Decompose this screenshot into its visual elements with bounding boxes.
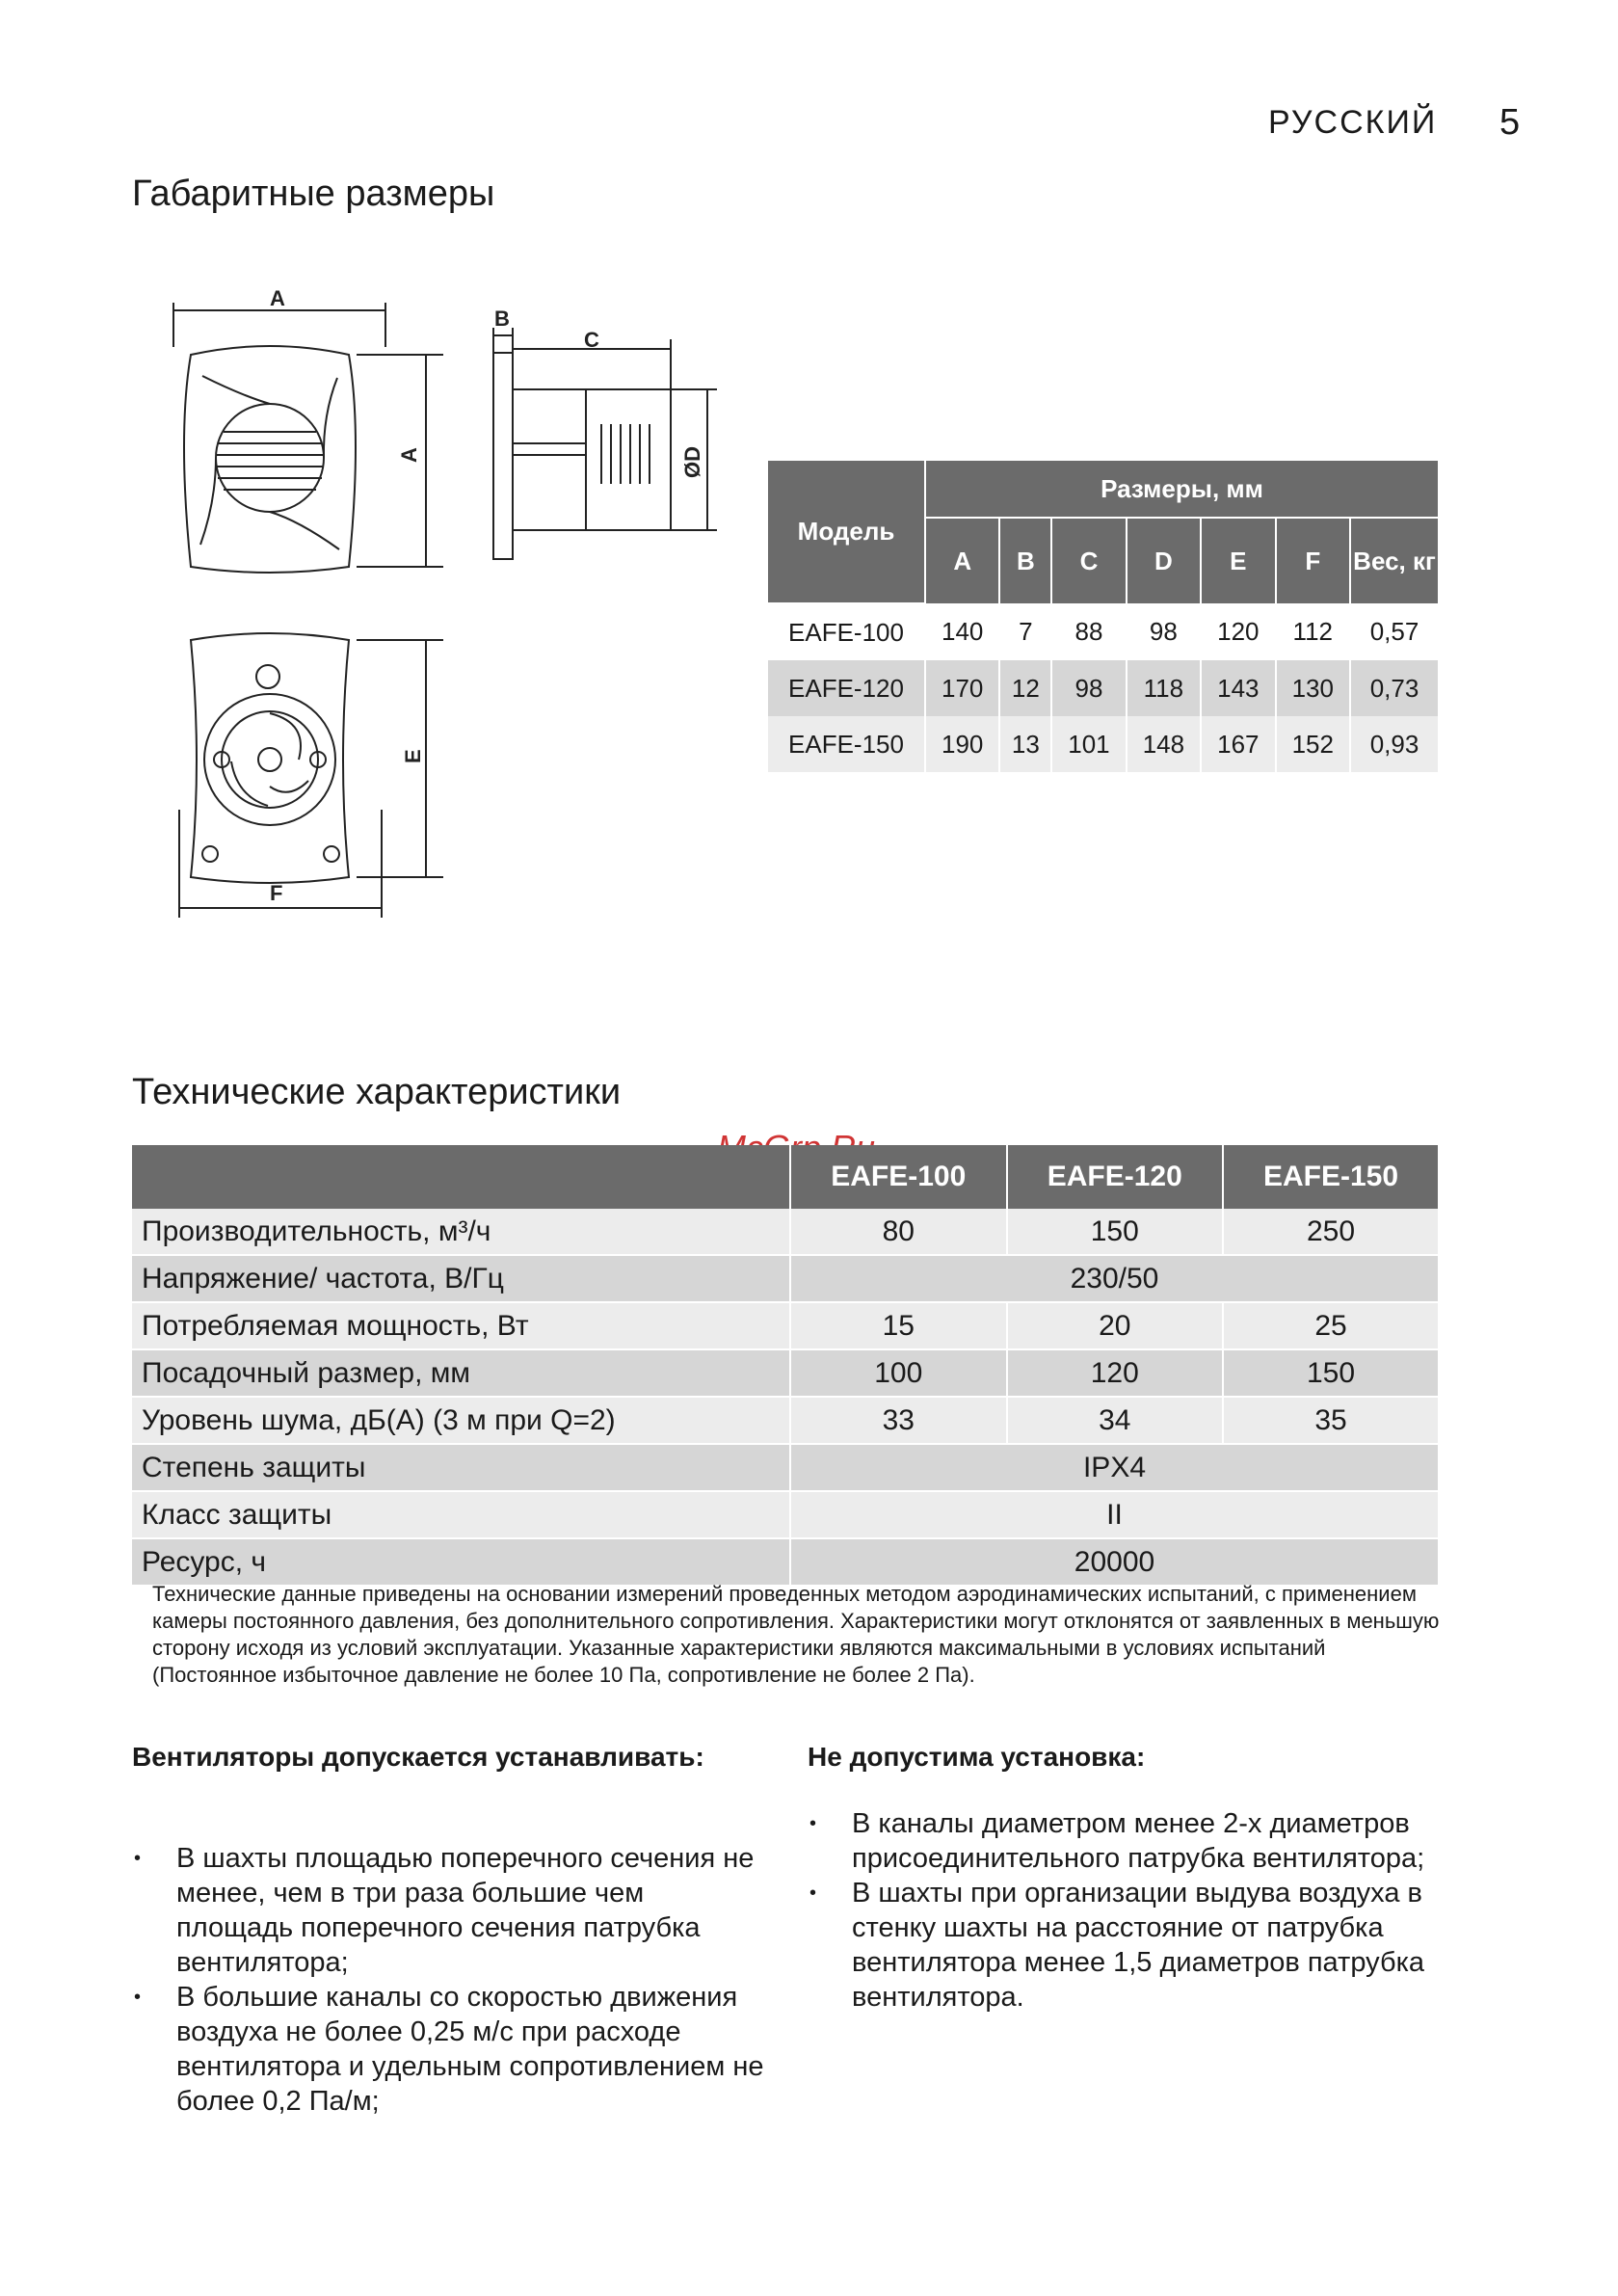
- col-c: C: [1051, 518, 1126, 603]
- spec-value: 15: [790, 1302, 1007, 1349]
- model-cell: EAFE-100: [768, 603, 925, 660]
- table-row: [768, 716, 1438, 772]
- value-cell: 140: [925, 603, 999, 660]
- value-cell: 170: [925, 660, 999, 716]
- label-f: F: [270, 881, 283, 905]
- list-item: • В большие каналы со скоростью движения воздуха не более 0,25 м/с при расходе вентилятора и удельным сопротивлением не более 0,2 Па/м;: [132, 1980, 768, 2119]
- table-row: [132, 1349, 1438, 1397]
- value-cell: 148: [1127, 716, 1201, 772]
- spec-value: 100: [790, 1349, 1007, 1397]
- value-cell: 120: [1201, 603, 1275, 660]
- value-cell: 98: [1127, 603, 1201, 660]
- model-cell: EAFE-150: [768, 716, 925, 772]
- dimensions-title: Габаритные размеры: [132, 174, 495, 214]
- label-a-top: A: [270, 289, 285, 310]
- value-cell: 98: [1051, 660, 1126, 716]
- col-f: F: [1276, 518, 1350, 603]
- value-cell: 0,73: [1350, 660, 1438, 716]
- spec-label: Напряжение/ частота, В/Гц: [132, 1255, 790, 1302]
- spec-value: 34: [1007, 1397, 1224, 1444]
- grille-circle: [216, 404, 324, 512]
- list-item: • В шахты площадью поперечного сечения не менее, чем в три раза большие чем площадь поперечного сечения патрубка вентилятора;: [132, 1841, 768, 1980]
- spec-value-merged: 20000: [790, 1538, 1438, 1586]
- test-conditions-note: Технические данные приведены на основании измерений проведенных методом аэродинамических испытаний, с применением камеры постоянного давления, без дополнительного сопротивления. Характеристики могут отклонятся от заявленных в меньшую сторону исходя из условий эксплуатации. Указанные характеристики являются максимальными в условиях испытаний (Постоянное избыточное давление не более 10 Па, сопротивление не более 2 Па).: [152, 1582, 1440, 1687]
- table-row: [768, 660, 1438, 716]
- spec-value: 250: [1223, 1209, 1438, 1255]
- spec-value-merged: 230/50: [790, 1255, 1438, 1302]
- spec-label: Класс защиты: [132, 1491, 790, 1538]
- list-item: • В каналы диаметром менее 2-х диаметров присоединительного патрубка вентилятора;: [808, 1806, 1444, 1876]
- spec-value: 33: [790, 1397, 1007, 1444]
- spec-value: 25: [1223, 1302, 1438, 1349]
- front-flange: [493, 353, 513, 559]
- value-cell: 143: [1201, 660, 1275, 716]
- col-weight: Вес, кг: [1350, 518, 1438, 603]
- model-header: Модель: [768, 461, 925, 603]
- value-cell: 130: [1276, 660, 1350, 716]
- value-cell: 152: [1276, 716, 1350, 772]
- side-view-drawing: [470, 289, 730, 578]
- value-cell: 112: [1276, 603, 1350, 660]
- spec-label: Посадочный размер, мм: [132, 1349, 790, 1397]
- table-row: [132, 1538, 1438, 1586]
- table-row: [132, 1397, 1438, 1444]
- table-row: [132, 1302, 1438, 1349]
- value-cell: 118: [1127, 660, 1201, 716]
- rear-view-drawing: [154, 617, 463, 925]
- list-item: • В шахты при организации выдува воздуха в стенку шахты на расстояние от патрубка вентилятора менее 1,5 диаметров патрубка вентилятора.: [808, 1876, 1444, 2015]
- value-cell: 0,93: [1350, 716, 1438, 772]
- value-cell: 7: [999, 603, 1051, 660]
- fan-body: [513, 389, 671, 530]
- page-number: 5: [1499, 102, 1521, 143]
- col-e: E: [1201, 518, 1275, 603]
- allowed-list: [132, 1841, 768, 2119]
- dimensions-table: [768, 461, 1438, 772]
- table-row: [132, 1255, 1438, 1302]
- label-e: E: [401, 749, 425, 763]
- spec-value: 150: [1007, 1209, 1224, 1255]
- model-header-120: EAFE-120: [1007, 1145, 1224, 1209]
- spec-label: Степень защиты: [132, 1444, 790, 1491]
- label-b: B: [494, 307, 510, 331]
- spec-label: Производительность, м³/ч: [132, 1209, 790, 1255]
- tech-specs-title: Технические характеристики: [132, 1072, 622, 1112]
- spec-value: 150: [1223, 1349, 1438, 1397]
- label-a-side: A: [397, 447, 421, 463]
- table-row: [768, 603, 1438, 660]
- allowed-heading: Вентиляторы допускается устанавливать:: [132, 1742, 704, 1772]
- spec-value-merged: IPX4: [790, 1444, 1438, 1491]
- table-row: [132, 1491, 1438, 1538]
- label-c: C: [584, 328, 599, 352]
- front-view-drawing: [154, 289, 463, 588]
- spec-value: 20: [1007, 1302, 1224, 1349]
- tech-specs-table: [132, 1145, 1438, 1587]
- spec-label: Потребляемая мощность, Вт: [132, 1302, 790, 1349]
- spec-value: 35: [1223, 1397, 1438, 1444]
- spec-label: Ресурс, ч: [132, 1538, 790, 1586]
- value-cell: 0,57: [1350, 603, 1438, 660]
- forbidden-list: [808, 1806, 1444, 2015]
- value-cell: 167: [1201, 716, 1275, 772]
- value-cell: 190: [925, 716, 999, 772]
- col-d: D: [1127, 518, 1201, 603]
- spec-value: 80: [790, 1209, 1007, 1255]
- value-cell: 12: [999, 660, 1051, 716]
- spec-value: 120: [1007, 1349, 1224, 1397]
- spec-value-merged: II: [790, 1491, 1438, 1538]
- col-a: A: [925, 518, 999, 603]
- model-header-100: EAFE-100: [790, 1145, 1007, 1209]
- table-row: [132, 1209, 1438, 1255]
- language-label: РУССКИЙ: [1268, 104, 1438, 141]
- value-cell: 101: [1051, 716, 1126, 772]
- value-cell: 88: [1051, 603, 1126, 660]
- label-d: ØD: [680, 446, 704, 478]
- model-cell: EAFE-120: [768, 660, 925, 716]
- spec-label: Уровень шума, дБ(А) (3 м при Q=2): [132, 1397, 790, 1444]
- model-header-150: EAFE-150: [1223, 1145, 1438, 1209]
- col-b: B: [999, 518, 1051, 603]
- dimensions-group-header: Размеры, мм: [925, 461, 1438, 518]
- blank-header: [132, 1145, 790, 1209]
- value-cell: 13: [999, 716, 1051, 772]
- table-row: [132, 1444, 1438, 1491]
- forbidden-heading: Не допустима установка:: [808, 1742, 1146, 1772]
